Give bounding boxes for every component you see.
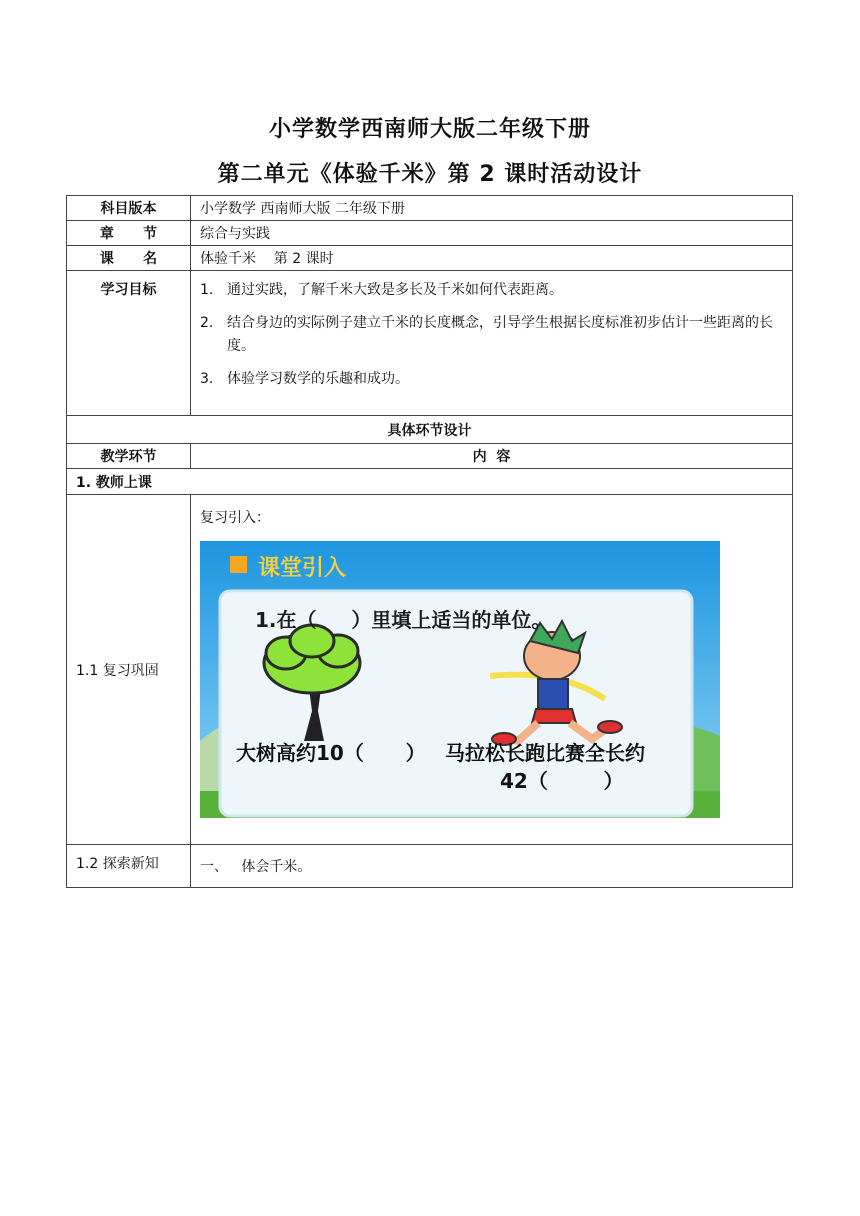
row-value-version: 小学数学 西南师大版 二年级下册: [191, 196, 793, 221]
goal-item-1: 1. 通过实践，了解千米大致是多长及千米如何代表距离。: [200, 282, 563, 298]
document-title-line2: 第二单元《体验千米》第 2 课时活动设计: [217, 162, 643, 187]
row-label-lesson: 课 名: [67, 246, 191, 271]
goal-item-3: 3. 体验学习数学的乐趣和成功。: [200, 371, 409, 387]
col-header-step: 教学环节: [67, 444, 191, 469]
review-intro-text: 复习引入：: [200, 510, 270, 526]
step-1-2-label: 1.2 探索新知: [67, 845, 191, 888]
step-1-2-content: 一、 体会千米。: [191, 845, 793, 888]
slide-question: 1.在（ ）里填上适当的单位。: [255, 608, 552, 632]
row-label-chapter: 章 节: [67, 221, 191, 246]
document-title-line1: 小学数学西南师大版二年级下册: [268, 117, 591, 142]
lesson-table: [66, 195, 793, 888]
slide-left-caption: 大树高约10（ ）: [236, 741, 426, 765]
col-header-content: 内 容: [191, 444, 793, 469]
section-header: 具体环节设计: [67, 416, 793, 444]
row-value-lesson: 体验千米 第 2 课时: [191, 246, 793, 271]
slide-right-caption-2: 42（ ）: [500, 769, 624, 793]
row-label-version: 科目版本: [67, 196, 191, 221]
classroom-intro-slide: [200, 541, 720, 818]
slide-header: 课堂引入: [258, 556, 347, 581]
slide-background: [200, 541, 720, 818]
step-1-1-label: 1.1 复习巩固: [67, 495, 191, 845]
goal-item-2: 2. 结合身边的实际例子建立千米的长度概念，引导学生根据长度标准初步估计一些距离的长度。: [200, 315, 773, 354]
header-square-icon: [230, 556, 247, 573]
goals-list-cell: [191, 271, 793, 416]
row-label-goals: 学习目标: [67, 271, 191, 416]
slide-right-caption-1: 马拉松长跑比赛全长约: [445, 741, 645, 765]
step-1-1-content: [191, 495, 793, 845]
stage-1-label: 1. 教师上课: [67, 469, 793, 495]
row-value-chapter: 综合与实践: [191, 221, 793, 246]
